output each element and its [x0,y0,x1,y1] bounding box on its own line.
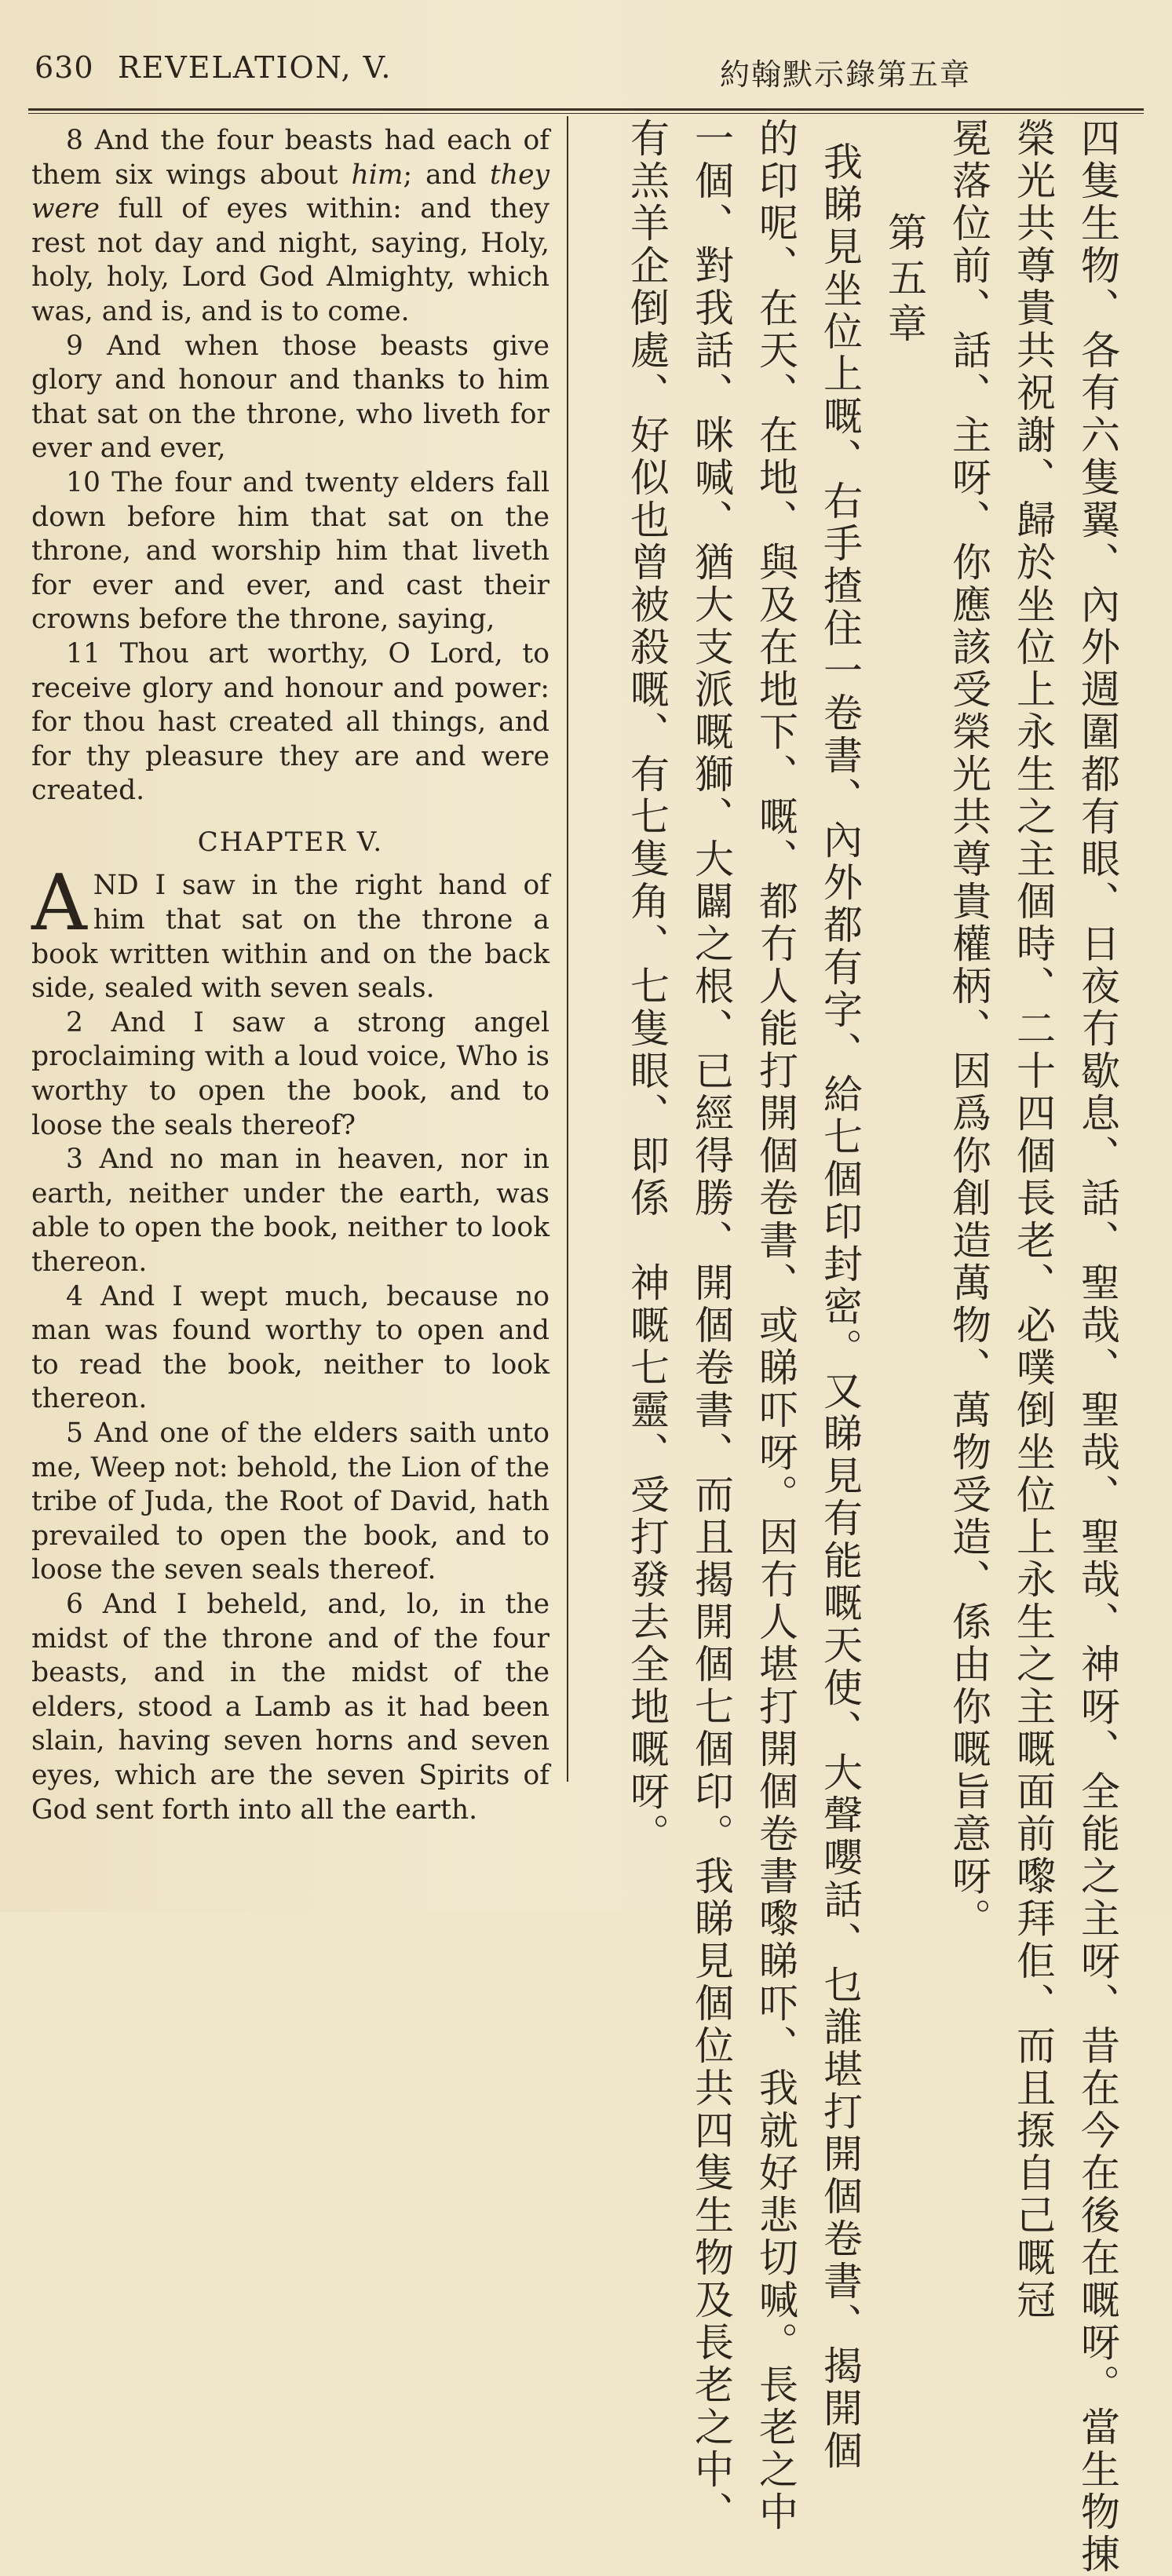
chapter-heading: CHAPTER V. [197,826,384,858]
chinese-line-4: 我睇見坐位上嘅、右手揸住一卷書、內外都有字、給七個印封密。又睇見有能嘅天使、大聲嚶話、乜誰堪打開個卷書、揭開個 [817,141,863,2472]
page-header [31,46,1141,100]
chinese-line-2: 榮光共尊貴共祝謝、歸於坐位上永生之主個時、二十四個長老、必噗倒坐位上永生之主嘅面前嚟拜佢、而且揼自己嘅冠 [1010,118,1056,2322]
verse-5-2: 2 And I saw a strong angel proclaiming with a loud voice, Who is worthy to open the book, and to loose the seals thereof? [31,1006,549,1141]
verse-4-10: 10 The four and twenty elders fall down before him that sat on the throne, and worship him that liveth for ever and ever, and cast their crowns before the throne, saying, [31,466,549,636]
page-number: 630 [35,50,94,85]
verse-4-11: 11 Thou art worthy, O Lord, to receive glory and honour and power: for thou hast created all things, and for thy pleasure they are and were created. [31,637,549,807]
verse-5-5: 5 And one of the elders saith unto me, Weep not: behold, the Lion of the tribe of Juda, the Root of David, hath prevailed to open the book, and to loose the seven seals thereof. [31,1417,549,1586]
chinese-column [587,118,1129,2576]
verse-4-9: 9 And when those beasts give glory and honour and thanks to him that sat on the throne, who liveth for ever and ever, [31,330,549,465]
chinese-line-7: 有羔羊企倒處、好似也曾被殺嘅、有七隻角、七隻眼、即係 神嘅七靈、受打發去全地嘅呀。 [624,118,670,1855]
chinese-line-1: 四隻生物、各有六隻翼、內外週圍都有眼、日夜冇歇息、話、聖哉、聖哉、聖哉、神呀、全能之主呀、昔在今在後在嘅呀。當生物㨂 [1075,118,1120,2576]
chinese-line-6: 一個、對我話、咪喊、猶大支派嘅獅、大闢之根、已經得勝、開個卷書、而且揭開個七個印。我睇見個位共四隻生物及長老之中、 [688,118,734,2534]
verse-5-4: 4 And I wept much, because no man was found worthy to open and to read the book, neither to look thereon. [31,1280,549,1415]
verse-5-6: 6 And I beheld, and, lo, in the midst of the throne and of the four beasts, and in the midst of the elders, stood a Lamb as it had been slain, having seven horns and seven eyes, which are the seven Spirits of God sent forth into all the earth. [31,1588,549,1826]
verse-4-8: 8 And the four beasts had each of them six wings about him; and they were full of eyes within: and they rest not day and night, saying, Holy, holy, holy, Lord God Almighty, which was, and is, and is to come. [31,125,549,327]
book-title: REVELATION, V. [118,50,392,85]
chinese-book-title: 約翰默示錄第五章 [719,57,971,92]
verse-5-1: AND I saw in the right hand of him that sat on the throne a book written within and on the back side, sealed with seven seals. [31,859,549,1005]
header-rule-thin [28,113,1144,114]
column-divider [567,116,568,1782]
chinese-chapter-heading: 第五章 [882,212,927,348]
verse-5-3: 3 And no man in heaven, nor in earth, neither under the earth, was able to open the book, neither to look thereon. [31,1144,549,1278]
header-rule [28,108,1144,111]
chinese-line-3: 冕落位前、話、主呀、你應該受榮光共尊貴權柄、因爲你創造萬物、萬物受造、係由你嘅旨意呀。 [946,118,991,1940]
chinese-line-5: 的印呢、在天、在地、與及在地下、嘅、都冇人能打開個卷書、或睇吓呀。因冇人堪打開個卷書嚟睇吓、我就好悲切喊。長老之中 [753,118,798,2534]
english-column [31,124,549,1827]
